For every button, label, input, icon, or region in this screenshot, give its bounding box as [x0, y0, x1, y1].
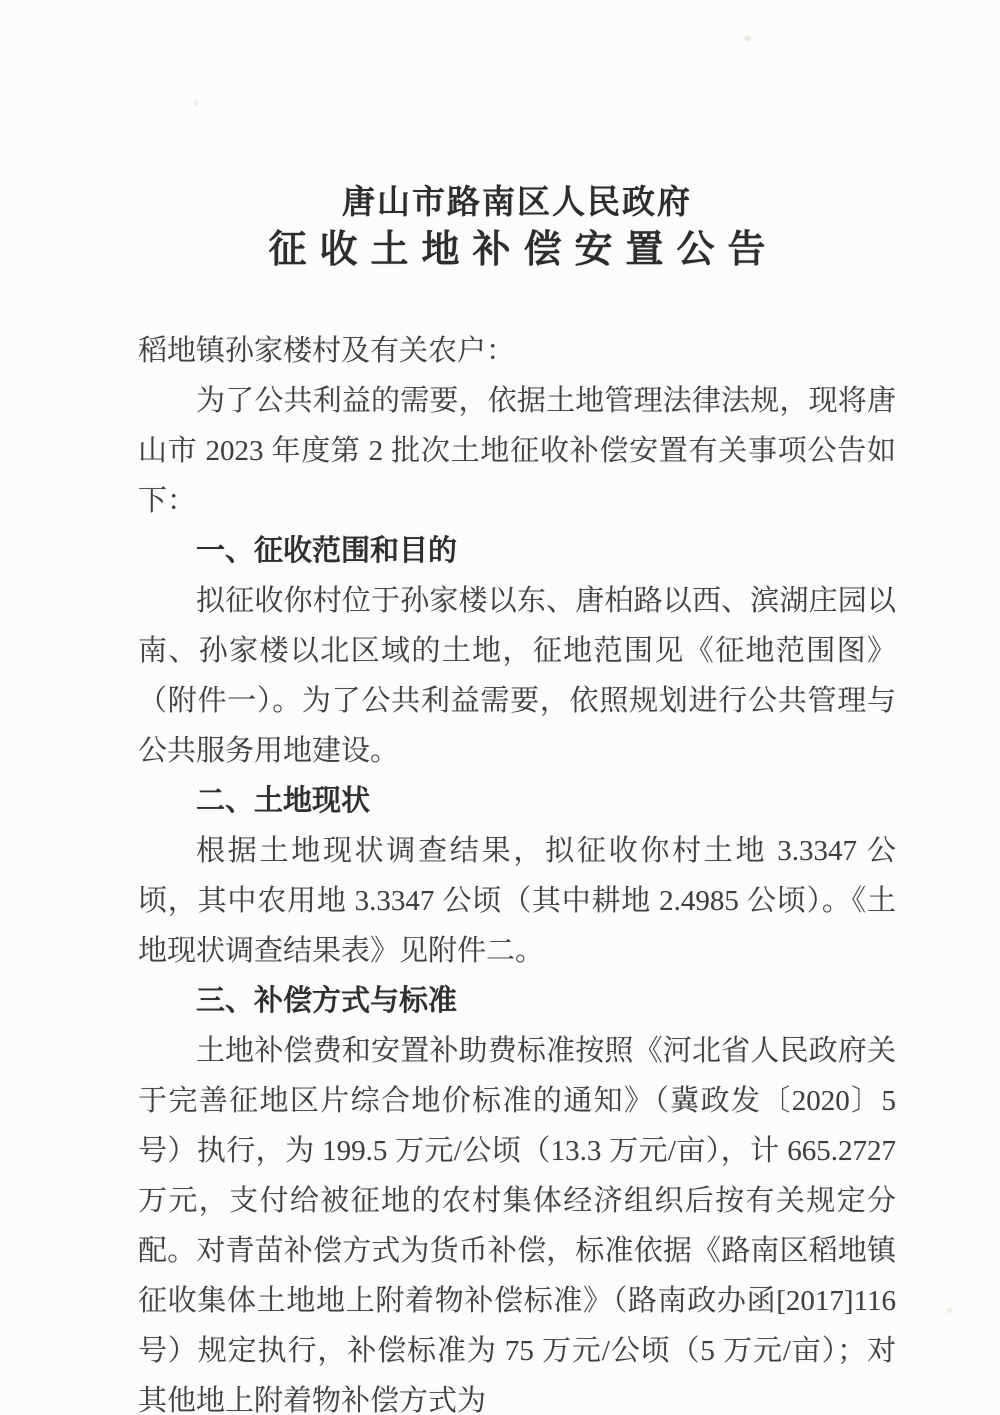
scan-speck	[947, 1308, 952, 1313]
salutation-line: 稻地镇孙家楼村及有关农户：	[138, 335, 516, 367]
scan-speck	[194, 100, 198, 106]
section-heading-3: 三、补偿方式与标准	[196, 985, 458, 1017]
intro-paragraph: 为了公共利益的需要，依据土地管理法律法规，现将唐山市 2023 年度第 2 批次土地征收补偿安置有关事项公告如下：	[138, 385, 896, 517]
announcement-title: 征收土地补偿安置公告	[268, 229, 779, 271]
document-body	[138, 326, 896, 1415]
issuing-authority-title: 唐山市路南区人民政府	[342, 183, 692, 220]
section-3-paragraph: 土地补偿费和安置补助费标准按照《河北省人民政府关于完善征地区片综合地价标准的通知》（冀政发〔2020〕5 号）执行，为 199.5 万元/公顷（13.3 万元/亩），计 665.2727 万元，支付给被征地的农村集体经济组织后按有关规定分配。对青苗补偿方式为货币补偿，标准依据《路南区稻地镇征收集体土地地上附着物补偿标准》（路南政办函[2017]116 号）规定执行，补偿标准为 75 万元/公顷（5 万元/亩）；对其他地上附着物补偿方式为	[138, 1035, 896, 1415]
section-heading-2: 二、土地现状	[196, 785, 371, 817]
section-2-paragraph: 根据土地现状调查结果，拟征收你村土地 3.3347 公顷，其中农用地 3.3347 公顷（其中耕地 2.4985 公顷）。《土地现状调查结果表》见附件二。	[138, 835, 896, 967]
scan-speck	[744, 36, 751, 41]
section-1-paragraph: 拟征收你村位于孙家楼以东、唐柏路以西、滨湖庄园以南、孙家楼以北区域的土地，征地范围见《征地范围图》（附件一）。为了公共利益需要，依照规划进行公共管理与公共服务用地建设。	[138, 585, 896, 767]
section-heading-1: 一、征收范围和目的	[196, 535, 458, 567]
